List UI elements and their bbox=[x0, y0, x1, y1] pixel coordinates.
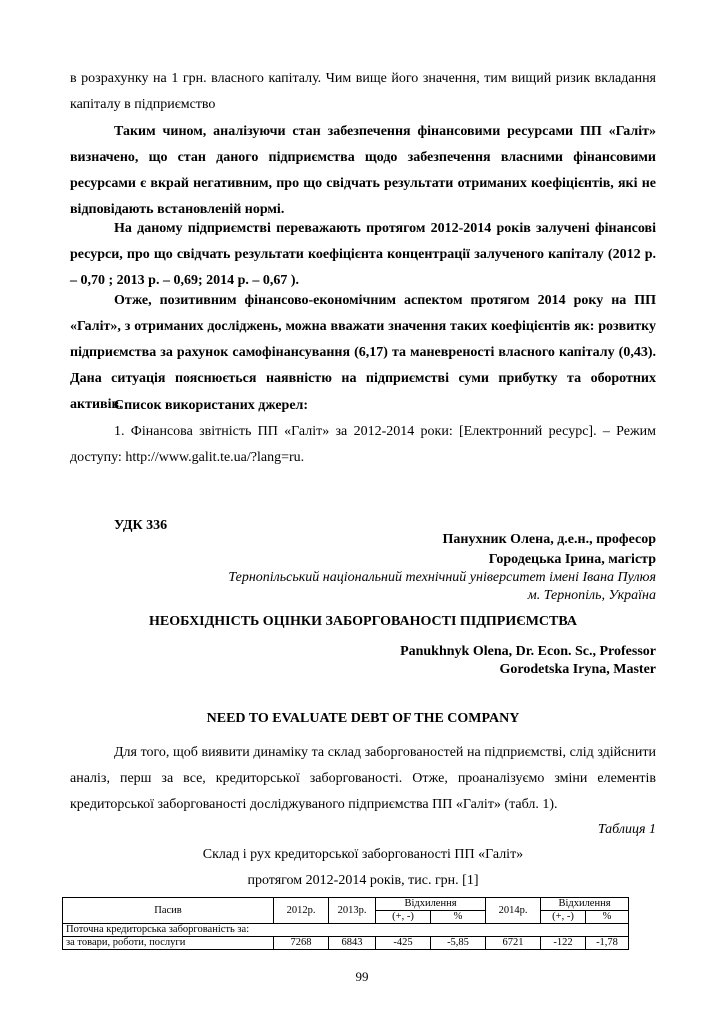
author-1-en: Panukhnyk Olena, Dr. Econ. Sc., Professor bbox=[400, 644, 656, 659]
city: м. Тернопіль, Україна bbox=[527, 588, 656, 603]
body-paragraph: Для того, щоб виявити динаміку та склад заборгованостей на підприємстві, слід здійснити аналіз, перш за все, кредиторської заборгованості. Отже, проаналізуємо зміни елементів кредиторської заборгованості досліджуваного підприємства ПП «Галіт» (табл. 1). bbox=[70, 745, 656, 812]
header-2014: 2014р. bbox=[486, 898, 541, 924]
header-2013: 2013р. bbox=[329, 898, 376, 924]
cell-2013: 6843 bbox=[329, 937, 376, 950]
section-label: Поточна кредиторська заборгованість за: bbox=[63, 924, 629, 937]
paragraph-3: На даному підприємстві переважають протягом 2012-2014 років залучені фінансові ресурси, про що свідчать результати коефіцієнта концентрації залученого капіталу (2012 р. – 0,70 ; 2013 р. – 0,69; 2014 р. – 0,67 ). bbox=[70, 221, 656, 288]
affiliation: Тернопільський національний технічний університет імені Івана Пулюя bbox=[228, 570, 656, 585]
header-abs-2: (+, -) bbox=[541, 911, 586, 924]
cell-pct-2: -1,78 bbox=[586, 937, 629, 950]
header-abs-1: (+, -) bbox=[376, 911, 431, 924]
header-deviation-2: Відхилення bbox=[541, 898, 629, 911]
header-2012: 2012р. bbox=[274, 898, 329, 924]
cell-2012: 7268 bbox=[274, 937, 329, 950]
debt-table bbox=[62, 897, 629, 950]
header-pct-2: % bbox=[586, 911, 629, 924]
cell-2014: 6721 bbox=[486, 937, 541, 950]
header-deviation-1: Відхилення bbox=[376, 898, 486, 911]
cell-pct-1: -5,85 bbox=[431, 937, 486, 950]
author-1: Панухник Олена, д.е.н., професор bbox=[442, 532, 656, 547]
author-2: Городецька Ірина, магістр bbox=[488, 552, 656, 567]
title-ua: НЕОБХІДНІСТЬ ОЦІНКИ ЗАБОРГОВАНОСТІ ПІДПРИЄМСТВА bbox=[149, 614, 577, 629]
table-row bbox=[63, 937, 629, 950]
table-caption-2: протягом 2012-2014 років, тис. грн. [1] bbox=[247, 873, 479, 888]
source-entry-1: 1. Фінансова звітність ПП «Галіт» за 2012-2014 роки: [Електронний ресурс]. – Режим доступу: http://www.galit.te.ua/?lang=ru. bbox=[70, 424, 656, 465]
header-pasyv: Пасив bbox=[63, 898, 274, 924]
table-section-row bbox=[63, 924, 629, 937]
header-pct-1: % bbox=[431, 911, 486, 924]
table-header-row bbox=[63, 898, 629, 911]
udk-code: УДК 336 bbox=[114, 518, 168, 533]
table-label: Таблиця 1 bbox=[597, 822, 656, 837]
paragraph-1: в розрахунку на 1 грн. власного капіталу. Чим вище його значення, тим вищий ризик вкладання капіталу в підприємство bbox=[70, 71, 656, 112]
sources-heading: Список використаних джерел: bbox=[114, 398, 309, 413]
page-number: 99 bbox=[355, 969, 369, 984]
table-caption-1: Склад і рух кредиторської заборгованості ПП «Галіт» bbox=[202, 847, 524, 862]
author-2-en: Gorodetska Iryna, Master bbox=[499, 662, 656, 677]
paragraph-4: Отже, позитивним фінансово-економічним аспектом протягом 2014 року на ПП «Галіт», з отриманих досліджень, можна вважати значення таких коефіцієнтів як: розвитку підприємства за рахунок самофінансування (6,17) та маневреності власного капіталу (0,43). Дана ситуація пояснюється наявністю на підприємстві суми прибутку та оборотних активів. bbox=[70, 293, 656, 412]
paragraph-2: Таким чином, аналізуючи стан забезпечення фінансовими ресурсами ПП «Галіт» визначено, що стан даного підприємства щодо забезпечення власними фінансовими ресурсами є вкрай негативним, про що свідчать результати отриманих коефіцієнтів, які не відповідають встановленій нормі. bbox=[70, 124, 656, 217]
title-en: NEED TO EVALUATE DEBT OF THE COMPANY bbox=[206, 711, 520, 726]
row-label: за товари, роботи, послуги bbox=[63, 937, 274, 950]
cell-abs-1: -425 bbox=[376, 937, 431, 950]
cell-abs-2: -122 bbox=[541, 937, 586, 950]
